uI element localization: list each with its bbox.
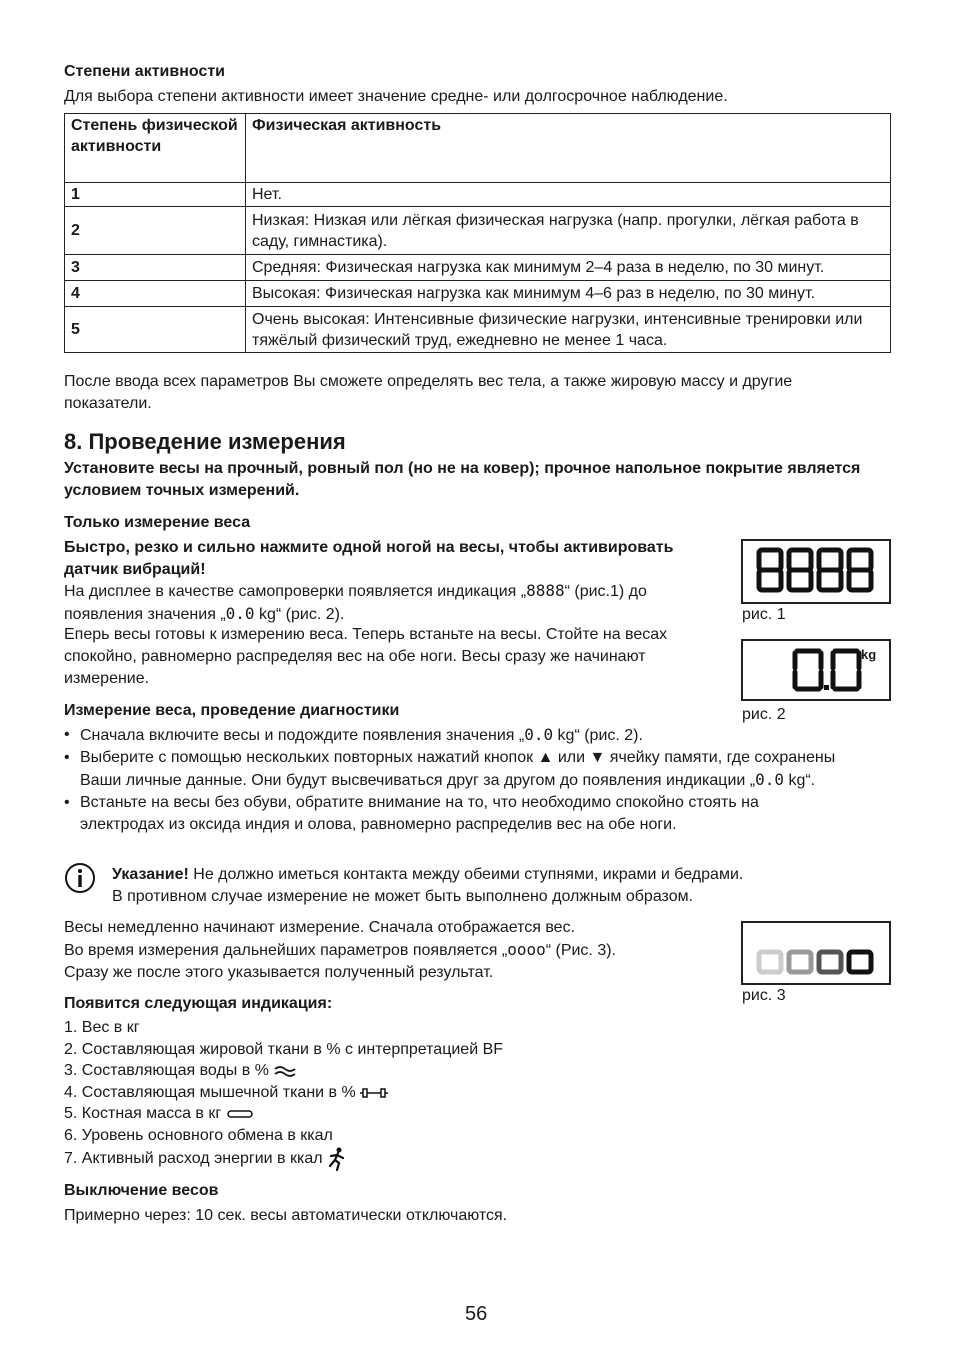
list-item: 3. Составляющая воды в % bbox=[64, 1060, 503, 1082]
activity-after: После ввода всех параметров Вы сможете определять вес тела, а также жировую массу и другие показатели. bbox=[64, 373, 793, 412]
list-item: 4. Составляющая мышечной ткани в % bbox=[64, 1082, 503, 1104]
dumbbell-icon bbox=[360, 1087, 388, 1099]
figure-1-caption: рис. 1 bbox=[742, 606, 786, 623]
off-text: Примерно через: 10 сек. весы автоматически отключаются. bbox=[64, 1207, 508, 1224]
table-cell-level: 2 bbox=[65, 207, 246, 255]
indications-list bbox=[64, 1017, 503, 1171]
list-item: • Выберите с помощью нескольких повторных нажатий кнопок ▲ или ▼ ячейку памяти, где сохранены Ваши личные данные. Они будут высвечиваться друг за другом до появления индикации „0.0 kg“. bbox=[64, 747, 839, 792]
note-label: Указание! bbox=[112, 866, 189, 883]
display-code: 8888 bbox=[526, 581, 565, 600]
activity-table bbox=[64, 113, 891, 353]
table-header-row bbox=[65, 114, 891, 183]
figure-2-caption: рис. 2 bbox=[742, 706, 786, 723]
table-header-activity: Физическая активность bbox=[246, 114, 891, 183]
list-item: 7. Активный расход энергии в ккал bbox=[64, 1147, 503, 1171]
section-title: 8. Проведение измерения bbox=[64, 429, 346, 454]
seg-progress-icon bbox=[743, 923, 889, 983]
list-item: 5. Костная масса в кг bbox=[64, 1103, 503, 1125]
water-icon bbox=[273, 1064, 297, 1078]
diag-list bbox=[64, 724, 839, 836]
table-header-level: Степень физической активности bbox=[65, 114, 246, 183]
table-cell-desc: Очень высокая: Интенсивные физические нагрузки, интенсивные тренировки или тяжёлый физический труд, ежедневно не менее 1 часа. bbox=[246, 307, 891, 353]
weight-only-p1: На дисплее в качестве самопроверки появляется индикация „8888“ (рис.1) до появления значения „0.0 kg“ (рис. 2). bbox=[64, 581, 647, 623]
table-cell-desc: Средняя: Физическая нагрузка как минимум 2–4 раза в неделю, по 30 минут. bbox=[246, 255, 891, 281]
diag-heading: Измерение веса, проведение диагностики bbox=[64, 702, 400, 719]
list-item: • Встаньте на весы без обуви, обратите внимание на то, что необходимо спокойно стоять на электродах из оксида индия и олова, равномерно распределив вес на обе ноги. bbox=[64, 792, 839, 836]
weight-only-heading: Только измерение веса bbox=[64, 514, 251, 531]
table-cell-level: 5 bbox=[65, 307, 246, 353]
weight-only-p2: Еперь весы готовы к измерению веса. Теперь встаньте на весы. Стойте на весах спокойно, равномерно распределяя вес на обе ноги. Весы сразу же начинают измерение. bbox=[64, 626, 668, 687]
table-row bbox=[65, 255, 891, 281]
page-number: 56 bbox=[465, 1303, 488, 1325]
list-item: • Сначала включите весы и подождите появления значения „0.0 kg“ (рис. 2). bbox=[64, 724, 839, 747]
seg-8888-icon bbox=[743, 541, 889, 602]
table-row bbox=[65, 307, 891, 353]
measure-text: Весы немедленно начинают измерение. Сначала отображается вес. Во время измерения дальнейших параметров появляется „oooo“ (Рис. 3). Сразу же после этого указывается полученный результат. bbox=[64, 919, 616, 981]
list-item: 2. Составляющая жировой ткани в % с интерпретацией BF bbox=[64, 1040, 504, 1058]
off-heading: Выключение весов bbox=[64, 1182, 219, 1199]
table-row bbox=[65, 207, 891, 255]
figure-1-display bbox=[741, 539, 891, 604]
table-row bbox=[65, 281, 891, 307]
table-cell-level: 4 bbox=[65, 281, 246, 307]
table-row bbox=[65, 183, 891, 207]
list-item: 1. Вес в кг bbox=[64, 1019, 140, 1036]
display-code: 0.0 bbox=[225, 604, 255, 623]
table-cell-desc: Высокая: Физическая нагрузка как минимум 4–6 раз в неделю, по 30 минут. bbox=[246, 281, 891, 307]
info-icon bbox=[64, 862, 96, 894]
list-item: 6. Уровень основного обмена в ккал bbox=[64, 1126, 333, 1144]
bone-icon bbox=[226, 1108, 254, 1120]
table-cell-level: 1 bbox=[65, 183, 246, 207]
activity-heading: Степени активности bbox=[64, 63, 226, 80]
table-cell-desc: Нет. bbox=[246, 183, 891, 207]
weight-only-bold: Быстро, резко и сильно нажмите одной ногой на весы, чтобы активировать датчик вибраций! bbox=[64, 539, 674, 578]
figure-3-caption: рис. 3 bbox=[742, 987, 786, 1004]
figure-2-display bbox=[741, 639, 891, 701]
activity-intro: Для выбора степени активности имеет значение средне- или долгосрочное наблюдение. bbox=[64, 88, 728, 105]
figure-2-unit: kg bbox=[861, 647, 877, 662]
section-lead: Установите весы на прочный, ровный пол (но не на ковер); прочное напольное покрытие является условием точных измерений. bbox=[64, 460, 861, 499]
table-cell-level: 3 bbox=[65, 255, 246, 281]
running-man-icon bbox=[327, 1147, 347, 1171]
table-cell-desc: Низкая: Низкая или лёгкая физическая нагрузка (напр. прогулки, лёгкая работа в саду, гимнастика). bbox=[246, 207, 891, 255]
figure-3-display bbox=[741, 921, 891, 985]
note-text: Указание! Не должно иметься контакта между обеими ступнями, икрами и бедрами. В противном случае измерение не может быть выполнено должным образом. bbox=[112, 866, 744, 905]
indications-heading: Появится следующая индикация: bbox=[64, 995, 333, 1012]
